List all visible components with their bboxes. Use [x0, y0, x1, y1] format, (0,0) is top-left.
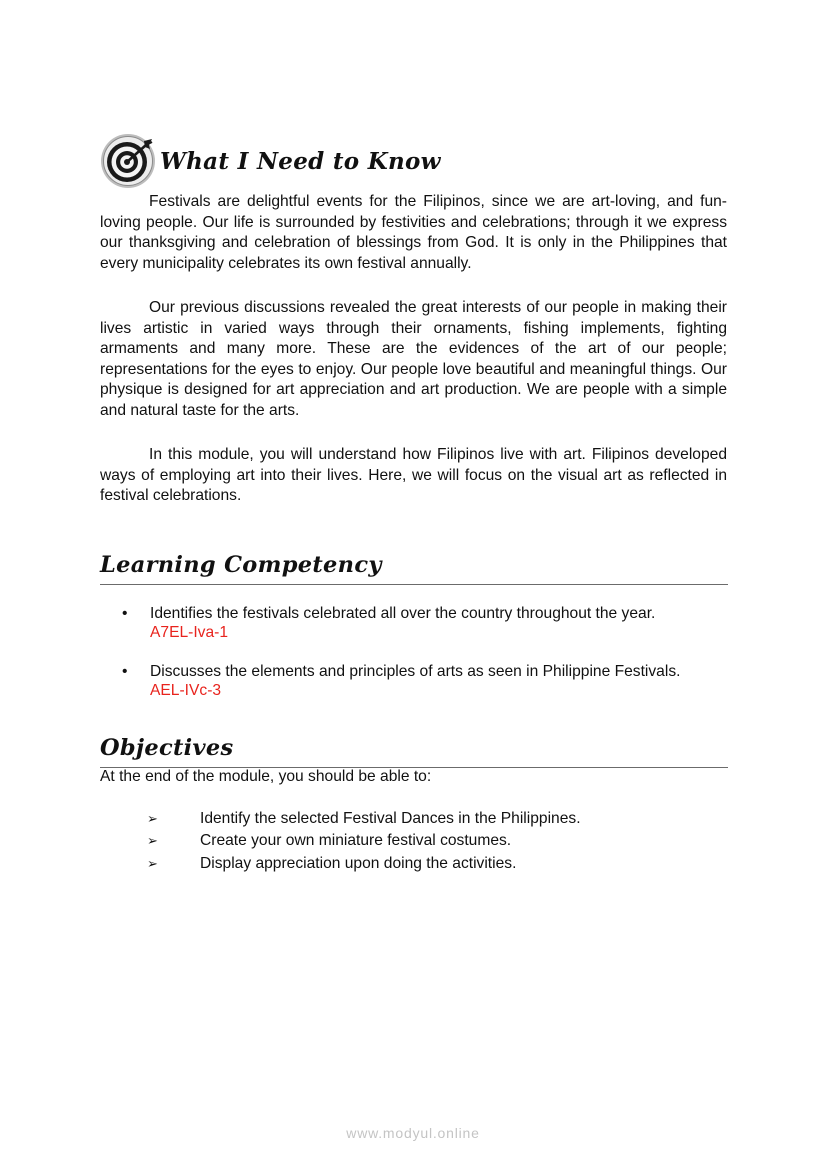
objective-item: [100, 830, 581, 852]
objective-text: Display appreciation upon doing the activities.: [200, 854, 517, 872]
competency-item: [100, 662, 727, 700]
arrow-bullet-icon: ➢: [147, 855, 158, 871]
target-icon: [100, 133, 156, 189]
paragraph-3-text: In this module, you will understand how Filipinos live with art. Filipinos developed ways of employing art into their lives. Here, we will focus on the visual art as reflected in festival celebrations.: [100, 446, 727, 505]
paragraph-2-text: Our previous discussions revealed the great interests of our people in making their lives artistic in varied ways through their ornaments, fishing implements, fighting armaments and many more. These are the evidences of the art of our people; representations for the eyes to enjoy. Our people love beautiful and meaningful things. Our physique is designed for art appreciation and art production. We are people with a simple and natural taste for the arts.: [100, 299, 727, 419]
section-title-learning-competency: Learning Competency: [100, 552, 382, 578]
bullet-dot: •: [122, 605, 128, 622]
paragraph-1-text: Festivals are delightful events for the Filipinos, since we are art-loving, and fun-loving people. Our life is surrounded by festivities and celebrations; through it we express our thanksgiving and celebration of blessings from God. It is only in the Philippines that every municipality celebrates its own festival annually.: [100, 193, 727, 272]
learning-competency-heading: [100, 551, 728, 585]
bullet-dot: •: [122, 663, 128, 680]
objective-item: [100, 808, 581, 830]
objectives-heading: [100, 734, 728, 768]
paragraph-1: [100, 192, 727, 274]
objective-text: Create your own miniature festival costumes.: [200, 832, 512, 850]
objectives-list: [100, 808, 581, 875]
watermark: www.modyul.online: [346, 1125, 480, 1141]
arrow-bullet-icon: ➢: [147, 811, 158, 826]
competency-code: AEL-IVc-3: [150, 682, 222, 699]
objectives-intro: At the end of the module, you should be able to:: [100, 768, 432, 785]
objective-text: Identify the selected Festival Dances in the Philippines.: [200, 810, 581, 827]
section-title-what-i-need-to-know: What I Need to Know: [160, 147, 441, 175]
objective-item: [100, 853, 581, 875]
competency-text: Identifies the festivals celebrated all over the country throughout the year.: [150, 605, 656, 622]
section-title-objectives: Objectives: [100, 735, 234, 761]
competency-item: [100, 604, 727, 642]
competency-text: Discusses the elements and principles of arts as seen in Philippine Festivals.: [150, 663, 681, 680]
paragraph-3: [100, 445, 727, 507]
arrow-bullet-icon: ➢: [147, 833, 158, 849]
competency-code: A7EL-Iva-1: [150, 624, 229, 641]
paragraph-2: [100, 298, 727, 422]
what-i-need-to-know-header: [100, 132, 441, 190]
competency-list: [100, 604, 727, 720]
